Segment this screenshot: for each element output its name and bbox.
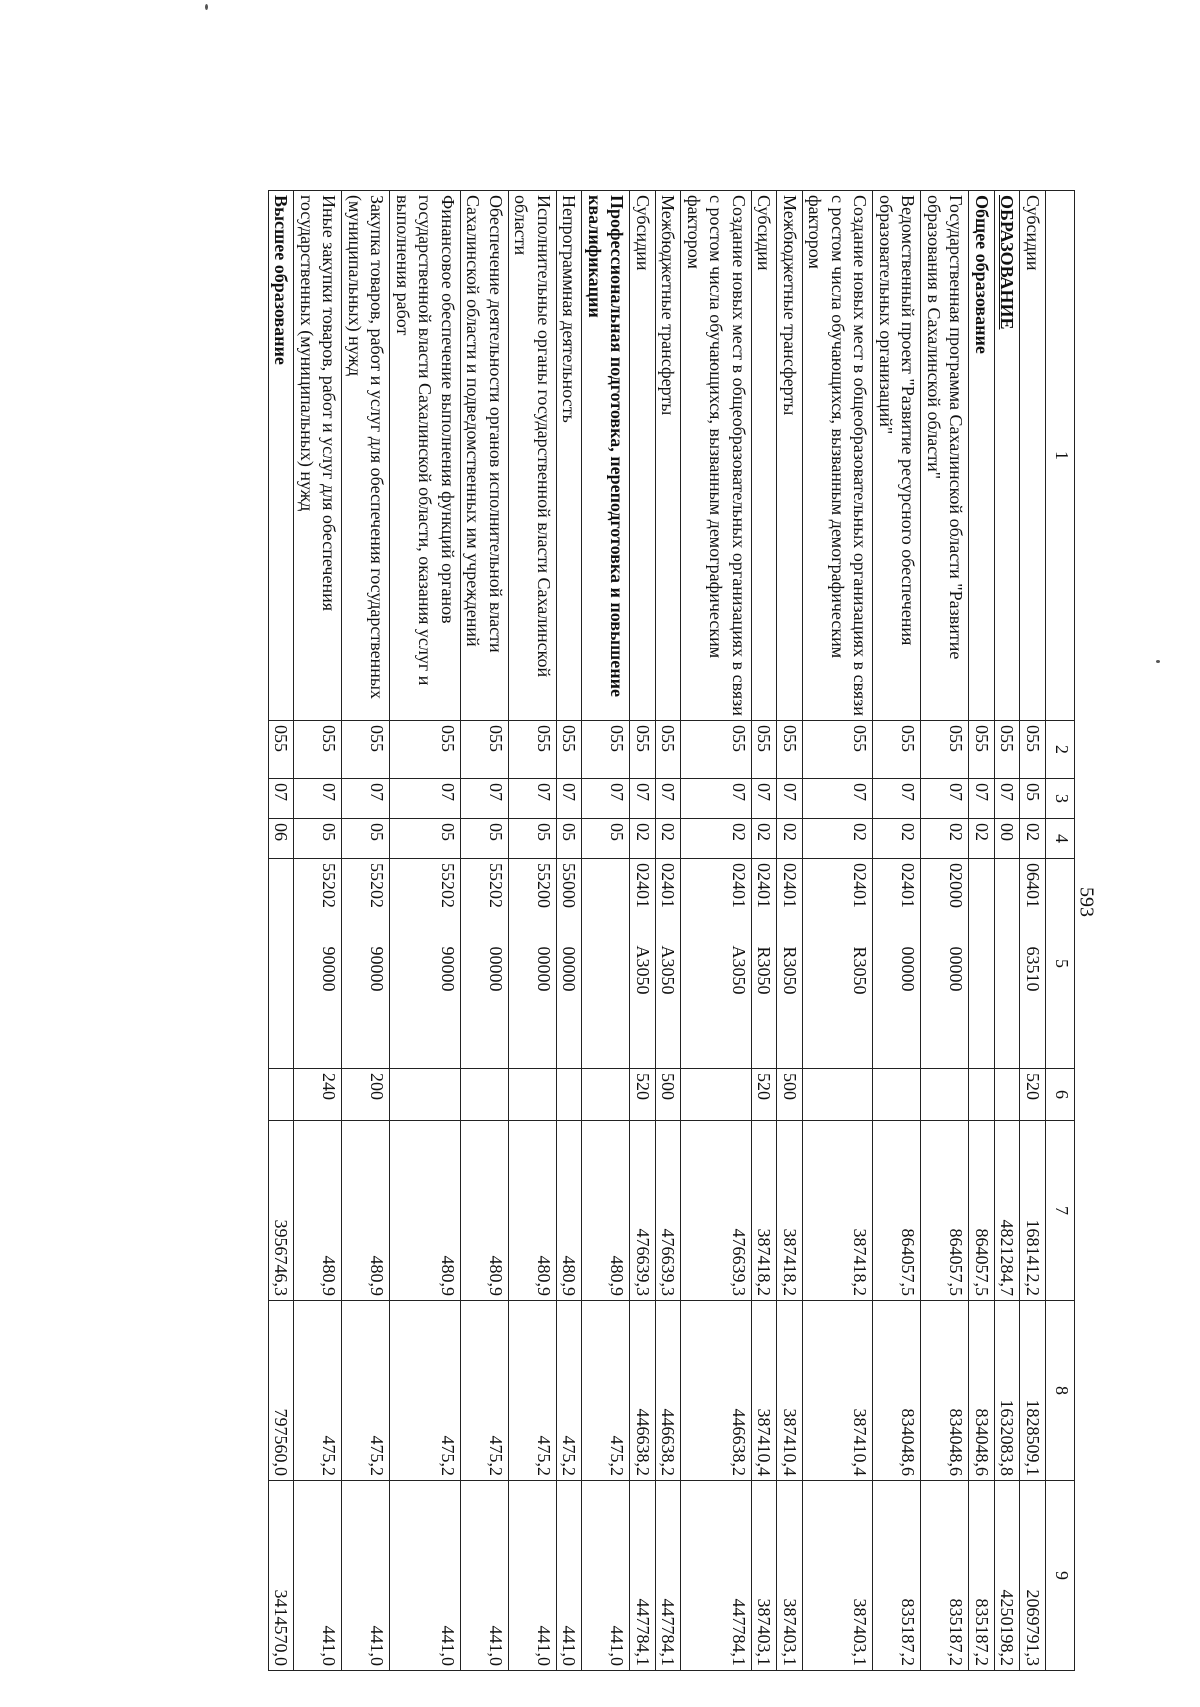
cell-c3: 07 <box>461 779 509 819</box>
cell-c5: 55202 90000 <box>342 859 390 1069</box>
cell-c4: 05 <box>461 819 509 859</box>
cell-c4: 00 <box>995 819 1021 859</box>
cell-c8: 1828509,1 <box>1020 1301 1046 1481</box>
cell-c4: 02 <box>752 819 778 859</box>
cell-c6: 520 <box>1020 1069 1046 1121</box>
cell-c3: 07 <box>681 779 752 819</box>
cell-c8: 475,2 <box>390 1301 461 1481</box>
header-cell: 3 <box>1046 779 1075 819</box>
cell-c7: 480,9 <box>294 1121 342 1301</box>
cell-c7: 387418,2 <box>803 1121 874 1301</box>
cell-c6: 500 <box>656 1069 682 1121</box>
cell-c8: 475,2 <box>557 1301 583 1481</box>
cell-c9: 441,0 <box>294 1481 342 1671</box>
cell-name: Создание новых мест в общеобразовательных организациях в связи с ростом числа обучающихся, вызванным демографическим фактором <box>803 191 874 721</box>
cell-c2: 055 <box>656 721 682 779</box>
cell-name: Государственная программа Сахалинской области "Развитие образования в Сахалинской области" <box>921 191 969 721</box>
cell-c2: 055 <box>582 721 630 779</box>
scan-speck <box>205 4 208 10</box>
header-cell: 5 <box>1046 859 1075 1069</box>
table-row <box>557 191 583 1671</box>
cell-name: Межбюджетные трансферты <box>777 191 803 721</box>
cell-name: Обеспечение деятельности органов исполнительной власти Сахалинской области и подведомственных им учреждений <box>461 191 509 721</box>
cell-c2: 055 <box>777 721 803 779</box>
header-cell: 4 <box>1046 819 1075 859</box>
header-cell: 8 <box>1046 1301 1075 1481</box>
cell-c7: 387418,2 <box>777 1121 803 1301</box>
cell-c7: 387418,2 <box>752 1121 778 1301</box>
cell-c8: 446638,2 <box>681 1301 752 1481</box>
cell-c3: 07 <box>803 779 874 819</box>
cell-c2: 055 <box>557 721 583 779</box>
cell-c3: 05 <box>1020 779 1046 819</box>
cell-name: Межбюджетные трансферты <box>656 191 682 721</box>
cell-c7: 476639,3 <box>630 1121 656 1301</box>
cell-c3: 07 <box>390 779 461 819</box>
table-row <box>777 191 803 1671</box>
cell-c4: 02 <box>681 819 752 859</box>
cell-c9: 387403,1 <box>803 1481 874 1671</box>
cell-name: Субсидии <box>752 191 778 721</box>
budget-table <box>268 190 1075 1671</box>
table-row <box>342 191 390 1671</box>
cell-c6 <box>921 1069 969 1121</box>
cell-c2: 055 <box>294 721 342 779</box>
cell-c6 <box>390 1069 461 1121</box>
cell-name: Создание новых мест в общеобразовательных организациях в связи с ростом числа обучающихся, вызванным демографическим фактором <box>681 191 752 721</box>
cell-c9: 447784,1 <box>681 1481 752 1671</box>
cell-c5: 55202 90000 <box>294 859 342 1069</box>
cell-c6 <box>803 1069 874 1121</box>
cell-c4: 02 <box>1020 819 1046 859</box>
scan-speck <box>1156 660 1160 663</box>
cell-c3: 07 <box>921 779 969 819</box>
cell-c4: 02 <box>921 819 969 859</box>
cell-c6: 520 <box>752 1069 778 1121</box>
cell-c5 <box>269 859 295 1069</box>
cell-c6 <box>509 1069 557 1121</box>
table-row <box>803 191 874 1671</box>
cell-c2: 055 <box>873 721 921 779</box>
cell-c2: 055 <box>342 721 390 779</box>
cell-c4: 02 <box>873 819 921 859</box>
cell-name: Исполнительные органы государственной власти Сахалинской области <box>509 191 557 721</box>
cell-c7: 480,9 <box>509 1121 557 1301</box>
cell-c9: 441,0 <box>390 1481 461 1671</box>
cell-c2: 055 <box>390 721 461 779</box>
table-row <box>269 191 295 1671</box>
cell-c4: 05 <box>342 819 390 859</box>
cell-c4: 05 <box>557 819 583 859</box>
table-row <box>969 191 995 1671</box>
page-number: 593 <box>1075 887 1098 917</box>
header-cell: 7 <box>1046 1121 1075 1301</box>
cell-c3: 07 <box>509 779 557 819</box>
cell-c9: 441,0 <box>557 1481 583 1671</box>
cell-c4: 05 <box>294 819 342 859</box>
table-body <box>269 191 1046 1671</box>
cell-c5: 02401 R3050 <box>803 859 874 1069</box>
cell-c7: 480,9 <box>342 1121 390 1301</box>
cell-c4: 02 <box>630 819 656 859</box>
cell-c9: 835187,2 <box>873 1481 921 1671</box>
cell-c4: 05 <box>509 819 557 859</box>
cell-c7: 480,9 <box>582 1121 630 1301</box>
cell-name: Профессиональная подготовка, переподготовка и повышение квалификации <box>582 191 630 721</box>
table-row <box>873 191 921 1671</box>
cell-c2: 055 <box>681 721 752 779</box>
cell-c2: 055 <box>461 721 509 779</box>
cell-c8: 475,2 <box>342 1301 390 1481</box>
cell-c8: 446638,2 <box>630 1301 656 1481</box>
cell-c5: 02401 00000 <box>873 859 921 1069</box>
header-cell: 1 <box>1046 191 1075 721</box>
cell-c5: 02401 A3050 <box>681 859 752 1069</box>
cell-c7: 864057,5 <box>969 1121 995 1301</box>
cell-c3: 07 <box>269 779 295 819</box>
cell-c2: 055 <box>269 721 295 779</box>
cell-c3: 07 <box>777 779 803 819</box>
table-row <box>995 191 1021 1671</box>
cell-c9: 447784,1 <box>630 1481 656 1671</box>
cell-c3: 07 <box>582 779 630 819</box>
cell-c5: 02401 A3050 <box>630 859 656 1069</box>
table-row <box>656 191 682 1671</box>
cell-c9: 4250198,2 <box>995 1481 1021 1671</box>
cell-c3: 07 <box>995 779 1021 819</box>
cell-c6 <box>582 1069 630 1121</box>
cell-c4: 02 <box>803 819 874 859</box>
cell-name: Финансовое обеспечение выполнения функций органов государственной власти Сахалинской области, оказания услуг и выполнения работ <box>390 191 461 721</box>
cell-c9: 441,0 <box>461 1481 509 1671</box>
header-cell: 9 <box>1046 1481 1075 1671</box>
cell-c5: 55202 90000 <box>390 859 461 1069</box>
cell-c6 <box>557 1069 583 1121</box>
rotated-table-wrapper <box>125 190 1075 1670</box>
cell-c6: 240 <box>294 1069 342 1121</box>
cell-name: Ведомственный проект "Развитие ресурсного обеспечения образовательных организаций" <box>873 191 921 721</box>
table-row <box>921 191 969 1671</box>
table-row <box>509 191 557 1671</box>
cell-c6: 500 <box>777 1069 803 1121</box>
cell-c6 <box>681 1069 752 1121</box>
cell-c3: 07 <box>752 779 778 819</box>
cell-c2: 055 <box>509 721 557 779</box>
cell-c9: 835187,2 <box>969 1481 995 1671</box>
cell-c7: 1681412,2 <box>1020 1121 1046 1301</box>
cell-c5 <box>969 859 995 1069</box>
cell-c6 <box>269 1069 295 1121</box>
cell-c3: 07 <box>630 779 656 819</box>
cell-c8: 475,2 <box>509 1301 557 1481</box>
cell-name: Высшее образование <box>269 191 295 721</box>
cell-c9: 387403,1 <box>777 1481 803 1671</box>
cell-name: Иные закупки товаров, работ и услуг для обеспечения государственных (муниципальных) нужд <box>294 191 342 721</box>
cell-c8: 387410,4 <box>803 1301 874 1481</box>
table-row <box>630 191 656 1671</box>
cell-c6: 200 <box>342 1069 390 1121</box>
header-row <box>1046 191 1075 1671</box>
cell-c9: 835187,2 <box>921 1481 969 1671</box>
cell-name: Закупка товаров, работ и услуг для обеспечения государственных (муниципальных) нужд <box>342 191 390 721</box>
cell-name: Общее образование <box>969 191 995 721</box>
cell-c7: 864057,5 <box>873 1121 921 1301</box>
cell-c4: 02 <box>777 819 803 859</box>
cell-c5: 55000 00000 <box>557 859 583 1069</box>
header-cell: 6 <box>1046 1069 1075 1121</box>
cell-c2: 055 <box>921 721 969 779</box>
table-row <box>294 191 342 1671</box>
cell-c8: 1632083,8 <box>995 1301 1021 1481</box>
cell-c8: 446638,2 <box>656 1301 682 1481</box>
cell-c8: 475,2 <box>461 1301 509 1481</box>
cell-c8: 387410,4 <box>752 1301 778 1481</box>
cell-c6 <box>873 1069 921 1121</box>
cell-c6 <box>995 1069 1021 1121</box>
cell-c4: 06 <box>269 819 295 859</box>
cell-c4: 02 <box>969 819 995 859</box>
cell-c4: 05 <box>390 819 461 859</box>
cell-c6 <box>461 1069 509 1121</box>
cell-c5: 55200 00000 <box>509 859 557 1069</box>
cell-c8: 475,2 <box>582 1301 630 1481</box>
cell-c7: 480,9 <box>390 1121 461 1301</box>
cell-c7: 3956746,3 <box>269 1121 295 1301</box>
cell-c8: 834048,6 <box>921 1301 969 1481</box>
cell-c2: 055 <box>969 721 995 779</box>
cell-c5 <box>582 859 630 1069</box>
cell-c7: 480,9 <box>557 1121 583 1301</box>
cell-c3: 07 <box>969 779 995 819</box>
cell-name: Субсидии <box>1020 191 1046 721</box>
table-row <box>390 191 461 1671</box>
cell-c5 <box>995 859 1021 1069</box>
cell-c8: 797560,0 <box>269 1301 295 1481</box>
cell-c2: 055 <box>995 721 1021 779</box>
table-row <box>1020 191 1046 1671</box>
table-row <box>681 191 752 1671</box>
cell-c5: 02000 00000 <box>921 859 969 1069</box>
cell-c2: 055 <box>803 721 874 779</box>
cell-c6: 520 <box>630 1069 656 1121</box>
cell-c7: 480,9 <box>461 1121 509 1301</box>
cell-c9: 387403,1 <box>752 1481 778 1671</box>
cell-c6 <box>969 1069 995 1121</box>
table-row <box>582 191 630 1671</box>
cell-c5: 02401 R3050 <box>752 859 778 1069</box>
cell-c8: 387410,4 <box>777 1301 803 1481</box>
cell-c3: 07 <box>294 779 342 819</box>
cell-c9: 447784,1 <box>656 1481 682 1671</box>
cell-c9: 2069791,3 <box>1020 1481 1046 1671</box>
cell-c5: 02401 R3050 <box>777 859 803 1069</box>
cell-c2: 055 <box>630 721 656 779</box>
table-row <box>461 191 509 1671</box>
cell-name: Непрограммная деятельность <box>557 191 583 721</box>
header-cell: 2 <box>1046 721 1075 779</box>
cell-c9: 441,0 <box>582 1481 630 1671</box>
cell-c5: 55202 00000 <box>461 859 509 1069</box>
cell-c8: 475,2 <box>294 1301 342 1481</box>
cell-c7: 476639,3 <box>681 1121 752 1301</box>
cell-c8: 834048,6 <box>969 1301 995 1481</box>
cell-c3: 07 <box>342 779 390 819</box>
cell-c7: 476639,3 <box>656 1121 682 1301</box>
cell-c9: 3414570,0 <box>269 1481 295 1671</box>
cell-c8: 834048,6 <box>873 1301 921 1481</box>
cell-c7: 4821284,7 <box>995 1121 1021 1301</box>
cell-c5: 06401 63510 <box>1020 859 1046 1069</box>
cell-c2: 055 <box>1020 721 1046 779</box>
cell-c4: 05 <box>582 819 630 859</box>
cell-c3: 07 <box>557 779 583 819</box>
cell-c9: 441,0 <box>342 1481 390 1671</box>
cell-c2: 055 <box>752 721 778 779</box>
cell-name: ОБРАЗОВАНИЕ <box>995 191 1021 721</box>
cell-c3: 07 <box>873 779 921 819</box>
cell-c7: 864057,5 <box>921 1121 969 1301</box>
cell-c3: 07 <box>656 779 682 819</box>
cell-c5: 02401 A3050 <box>656 859 682 1069</box>
cell-c4: 02 <box>656 819 682 859</box>
table-row <box>752 191 778 1671</box>
cell-c9: 441,0 <box>509 1481 557 1671</box>
cell-name: Субсидии <box>630 191 656 721</box>
